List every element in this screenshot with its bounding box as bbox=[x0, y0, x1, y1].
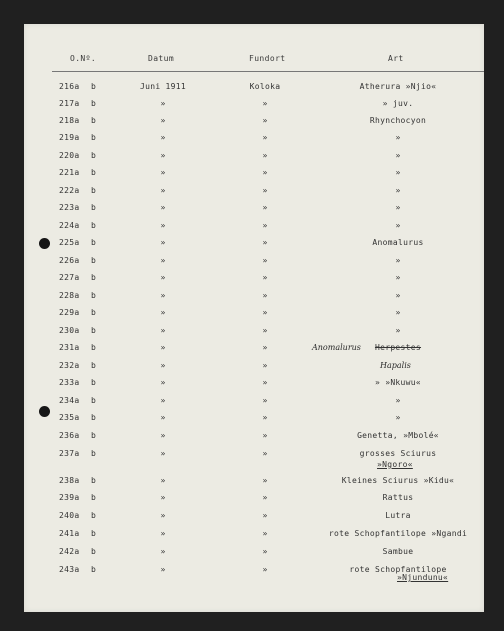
document-sheet bbox=[24, 24, 484, 612]
row-fundort-text: » bbox=[262, 547, 268, 556]
row-datum-text: » bbox=[160, 413, 166, 422]
row-suffix: b bbox=[91, 238, 97, 247]
row-art-text: Rattus bbox=[382, 493, 414, 502]
row-fundort-text: » bbox=[262, 308, 268, 317]
row-suffix: b bbox=[91, 203, 97, 212]
row-fundort-text: » bbox=[262, 221, 268, 230]
row-fundort-text: » bbox=[262, 99, 268, 108]
row-suffix: b bbox=[91, 308, 97, 317]
row-art-text: » bbox=[395, 186, 401, 195]
row-datum-text: » bbox=[160, 221, 166, 230]
row-datum-text: » bbox=[160, 431, 166, 440]
row-art-text: » bbox=[395, 151, 401, 160]
row-art-text: Genetta, »Mbolé« bbox=[357, 431, 439, 440]
header-fundort: Fundort bbox=[249, 54, 286, 63]
row-suffix: b bbox=[91, 511, 97, 520]
row-number: 218a bbox=[59, 116, 80, 125]
row-number: 229a bbox=[59, 308, 80, 317]
row-suffix: b bbox=[91, 221, 97, 230]
row-datum-text: » bbox=[160, 449, 166, 458]
row-art-text: Sambue bbox=[382, 547, 414, 556]
row-suffix: b bbox=[91, 431, 97, 440]
row-datum-text: » bbox=[160, 133, 166, 142]
row-art-text: » »Nkuwu« bbox=[374, 378, 422, 387]
row-suffix: b bbox=[91, 82, 97, 91]
row-art-text: » juv. bbox=[382, 99, 414, 108]
row-art-text: Anomalurus bbox=[372, 238, 424, 247]
row-fundort-text: » bbox=[262, 151, 268, 160]
row-suffix: b bbox=[91, 493, 97, 502]
row-suffix: b bbox=[91, 186, 97, 195]
row-fundort-text: » bbox=[262, 133, 268, 142]
row-fundort-text: » bbox=[262, 238, 268, 247]
row-datum-text: Juni 1911 bbox=[139, 82, 187, 91]
row-datum-text: » bbox=[160, 116, 166, 125]
row-datum-text: » bbox=[160, 547, 166, 556]
row-number: 228a bbox=[59, 291, 80, 300]
subline-237: »Ngoro« bbox=[377, 460, 413, 469]
row-number: 225a bbox=[59, 238, 80, 247]
row-suffix: b bbox=[91, 291, 97, 300]
row-datum-text: » bbox=[160, 529, 166, 538]
row-art-text: Herpestes bbox=[374, 343, 422, 352]
row-datum-text: » bbox=[160, 361, 166, 370]
row-number: 223a bbox=[59, 203, 80, 212]
row-fundort-text: » bbox=[262, 378, 268, 387]
row-suffix: b bbox=[91, 361, 97, 370]
row-datum-text: » bbox=[160, 326, 166, 335]
row-suffix: b bbox=[91, 273, 97, 282]
row-fundort-text: » bbox=[262, 361, 268, 370]
row-number: 230a bbox=[59, 326, 80, 335]
row-art-text: rote Schopfantilope bbox=[349, 565, 447, 574]
row-datum-text: » bbox=[160, 291, 166, 300]
row-fundort-text: » bbox=[262, 291, 268, 300]
row-number: 242a bbox=[59, 547, 80, 556]
row-suffix: b bbox=[91, 476, 97, 485]
row-number: 240a bbox=[59, 511, 80, 520]
row-fundort-text: » bbox=[262, 493, 268, 502]
row-datum-text: » bbox=[160, 186, 166, 195]
row-suffix: b bbox=[91, 116, 97, 125]
row-suffix: b bbox=[91, 413, 97, 422]
header-datum: Datum bbox=[148, 54, 175, 63]
row-number: 217a bbox=[59, 99, 80, 108]
row-datum-text: » bbox=[160, 378, 166, 387]
row-datum-text: » bbox=[160, 256, 166, 265]
row-art-text: Rhynchocyon bbox=[369, 116, 427, 125]
row-fundort-text: » bbox=[262, 511, 268, 520]
row-fundort-text: » bbox=[262, 168, 268, 177]
row-datum-text: » bbox=[160, 99, 166, 108]
handwritten-hapalis: Hapalis bbox=[380, 361, 411, 370]
row-datum-text: » bbox=[160, 238, 166, 247]
row-datum-text: » bbox=[160, 511, 166, 520]
row-number: 226a bbox=[59, 256, 80, 265]
row-number: 238a bbox=[59, 476, 80, 485]
row-suffix: b bbox=[91, 449, 97, 458]
row-number: 222a bbox=[59, 186, 80, 195]
row-number: 235a bbox=[59, 413, 80, 422]
row-fundort-text: » bbox=[262, 396, 268, 405]
row-fundort-text: » bbox=[262, 529, 268, 538]
row-datum-text: » bbox=[160, 151, 166, 160]
row-number: 220a bbox=[59, 151, 80, 160]
row-art-text: rote Schopfantilope »Ngandi bbox=[328, 529, 468, 538]
row-fundort-text: » bbox=[262, 326, 268, 335]
row-fundort-text: Koloka bbox=[249, 82, 281, 91]
row-art-text: » bbox=[395, 168, 401, 177]
row-suffix: b bbox=[91, 151, 97, 160]
row-fundort-text: » bbox=[262, 343, 268, 352]
row-number: 231a bbox=[59, 343, 80, 352]
row-art-text: Kleines Sciurus »Kidu« bbox=[341, 476, 455, 485]
row-suffix: b bbox=[91, 343, 97, 352]
row-suffix: b bbox=[91, 565, 97, 574]
row-number: 224a bbox=[59, 221, 80, 230]
row-number: 241a bbox=[59, 529, 80, 538]
row-number: 243a bbox=[59, 565, 80, 574]
punch-hole-bottom bbox=[39, 406, 50, 417]
row-fundort-text: » bbox=[262, 186, 268, 195]
row-fundort-text: » bbox=[262, 431, 268, 440]
row-fundort-text: » bbox=[262, 273, 268, 282]
row-datum-text: » bbox=[160, 343, 166, 352]
row-art-text: » bbox=[395, 413, 401, 422]
row-fundort-text: » bbox=[262, 256, 268, 265]
row-datum-text: » bbox=[160, 203, 166, 212]
row-suffix: b bbox=[91, 378, 97, 387]
row-suffix: b bbox=[91, 529, 97, 538]
row-fundort-text: » bbox=[262, 203, 268, 212]
row-number: 234a bbox=[59, 396, 80, 405]
row-datum-text: » bbox=[160, 308, 166, 317]
subline-243: »Njundunu« bbox=[397, 573, 449, 582]
row-number: 232a bbox=[59, 361, 80, 370]
row-art-text: Atherura »Njio« bbox=[359, 82, 437, 91]
header-art: Art bbox=[388, 54, 404, 63]
row-art-text: » bbox=[395, 133, 401, 142]
row-art-text: » bbox=[395, 203, 401, 212]
row-art-text: » bbox=[395, 273, 401, 282]
row-datum-text: » bbox=[160, 565, 166, 574]
row-number: 227a bbox=[59, 273, 80, 282]
row-suffix: b bbox=[91, 326, 97, 335]
row-number: 219a bbox=[59, 133, 80, 142]
row-fundort-text: » bbox=[262, 476, 268, 485]
row-number: 221a bbox=[59, 168, 80, 177]
row-number: 233a bbox=[59, 378, 80, 387]
row-fundort-text: » bbox=[262, 565, 268, 574]
row-datum-text: » bbox=[160, 396, 166, 405]
row-suffix: b bbox=[91, 547, 97, 556]
row-number: 239a bbox=[59, 493, 80, 502]
row-datum-text: » bbox=[160, 273, 166, 282]
row-suffix: b bbox=[91, 256, 97, 265]
header-rule bbox=[52, 71, 484, 72]
row-number: 237a bbox=[59, 449, 80, 458]
row-art-text: Lutra bbox=[385, 511, 411, 520]
row-suffix: b bbox=[91, 99, 97, 108]
row-fundort-text: » bbox=[262, 413, 268, 422]
row-art-text: grosses Sciurus bbox=[359, 449, 437, 458]
punch-hole-top bbox=[39, 238, 50, 249]
row-datum-text: » bbox=[160, 476, 166, 485]
header-no: O.Nº. bbox=[70, 54, 97, 63]
row-art-text: » bbox=[395, 291, 401, 300]
row-suffix: b bbox=[91, 168, 97, 177]
row-fundort-text: » bbox=[262, 449, 268, 458]
handwritten-anomalurus: Anomalurus bbox=[312, 343, 361, 352]
row-number: 216a bbox=[59, 82, 80, 91]
row-art-text: » bbox=[395, 308, 401, 317]
row-art-text: » bbox=[395, 326, 401, 335]
row-art-text: » bbox=[395, 256, 401, 265]
row-art-text: » bbox=[395, 221, 401, 230]
row-fundort-text: » bbox=[262, 116, 268, 125]
row-suffix: b bbox=[91, 396, 97, 405]
row-number: 236a bbox=[59, 431, 80, 440]
row-datum-text: » bbox=[160, 493, 166, 502]
row-art-text: » bbox=[395, 396, 401, 405]
row-datum-text: » bbox=[160, 168, 166, 177]
row-suffix: b bbox=[91, 133, 97, 142]
